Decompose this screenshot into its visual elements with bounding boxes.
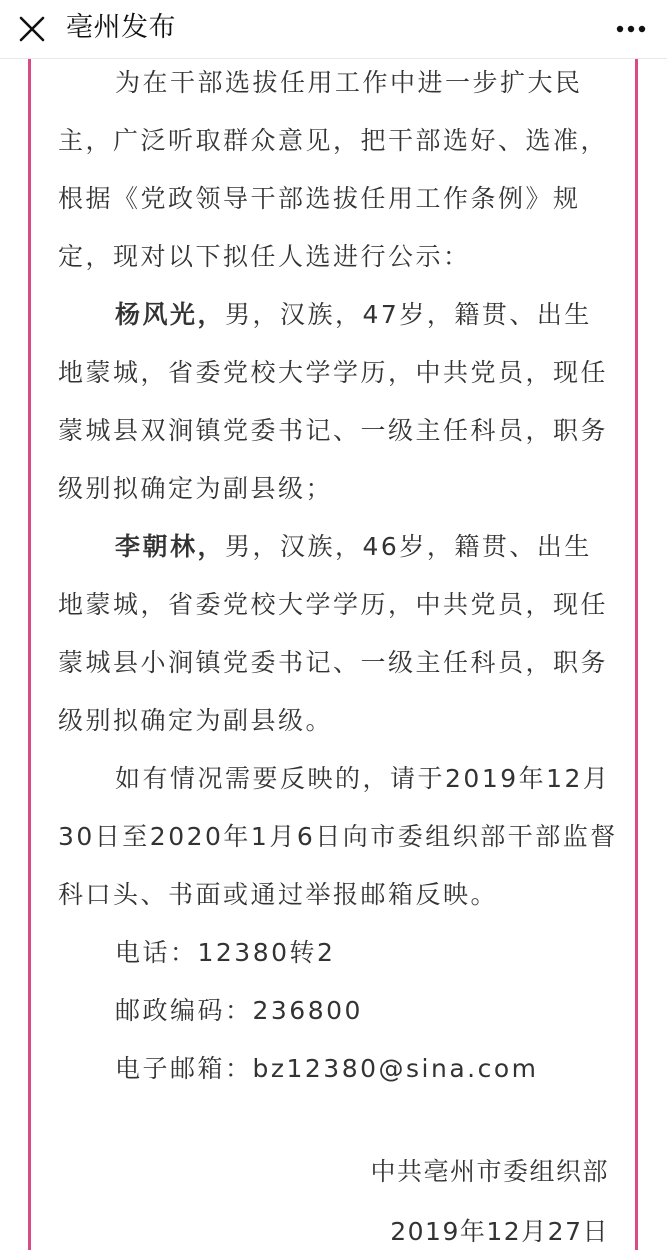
close-button[interactable] — [10, 7, 54, 51]
contact-phone: 电话：12380转2 — [115, 938, 336, 967]
candidate-paragraph — [58, 518, 614, 750]
top-bar — [0, 0, 667, 59]
intro-line: 主，广泛听取群众意见，把干部选好、选准， — [58, 126, 609, 155]
candidate-line: 蒙城县双涧镇党委书记、一级主任科员，职务 — [58, 416, 609, 445]
candidate-first-line — [58, 286, 614, 344]
feedback-line: 30日至2020年1月6日向市委组织部干部监督 — [58, 822, 618, 851]
candidate-details: 男，汉族，46岁，籍贯、出生 — [225, 532, 592, 561]
signature: 中共亳州市委组织部 — [370, 1157, 609, 1186]
intro-line: 定，现对以下拟任人选进行公示： — [58, 242, 471, 271]
contact-email[interactable]: 电子邮箱：bz12380@sina.com — [115, 1054, 539, 1083]
issue-date: 2019年12月27日 — [390, 1217, 609, 1246]
candidate-line: 地蒙城，省委党校大学学历，中共党员，现任 — [58, 590, 609, 619]
intro-line: 根据《党政领导干部选拔任用工作条例》规 — [58, 184, 581, 213]
more-icon — [616, 25, 646, 33]
feedback-line: 科口头、书面或通过举报邮箱反映。 — [58, 880, 499, 909]
page-title: 亳州发布 — [66, 12, 176, 43]
candidate-name: 杨风光， — [115, 300, 226, 329]
left-border-rule — [28, 58, 31, 1250]
intro-line: 为在干部选拔任用工作中进一步扩大民 — [115, 68, 583, 97]
contact-postcode: 邮政编码：236800 — [115, 996, 363, 1025]
candidate-first-line — [58, 518, 614, 576]
intro-paragraph — [58, 54, 614, 286]
feedback-line: 如有情况需要反映的，请于2019年12月 — [115, 764, 611, 793]
candidate-line: 地蒙城，省委党校大学学历，中共党员，现任 — [58, 358, 609, 387]
candidate-line: 级别拟确定为副县级； — [58, 474, 334, 503]
close-icon — [19, 16, 45, 42]
feedback-paragraph — [58, 750, 618, 924]
right-border-rule — [635, 58, 638, 1250]
candidate-details: 男，汉族，47岁，籍贯、出生 — [225, 300, 592, 329]
candidate-line: 级别拟确定为副县级。 — [58, 706, 334, 735]
candidate-line: 蒙城县小涧镇党委书记、一级主任科员，职务 — [58, 648, 609, 677]
candidate-paragraph — [58, 286, 614, 518]
more-button[interactable] — [609, 7, 653, 51]
candidate-name: 李朝林， — [115, 532, 226, 561]
article-body — [58, 58, 618, 1098]
